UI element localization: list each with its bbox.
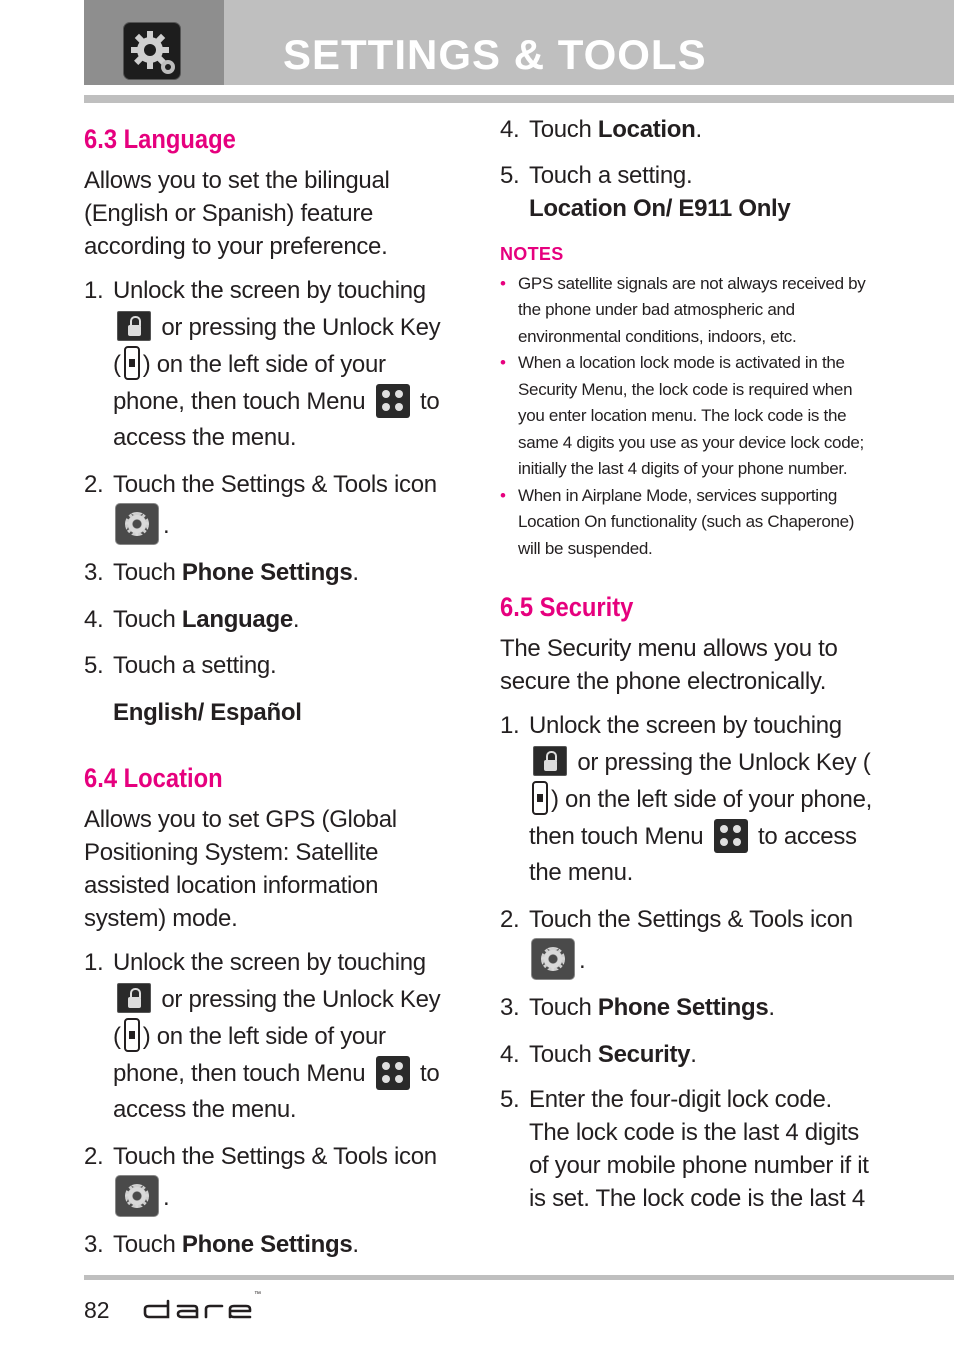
unlock-key-icon <box>532 781 548 815</box>
section-heading-language: 6.3 Language <box>84 124 236 154</box>
settings-tools-icon <box>115 1175 159 1217</box>
lock-icon <box>117 983 151 1013</box>
menu-icon <box>376 384 410 418</box>
list-item: 1. Unlock the screen by touching or pressing the Unlock Key ( ) on the left side of your phone, then touch Menu to access the menu. <box>84 277 441 451</box>
note-item: • GPS satellite signals are not always received by the phone under bad atmospheric and environmental conditions, indoors, etc. <box>500 271 872 351</box>
list-item: 3. Touch Phone Settings. <box>500 994 775 1021</box>
header-icon-box <box>84 0 224 85</box>
notes-list <box>500 271 872 563</box>
menu-icon <box>376 1056 410 1090</box>
location-steps <box>84 945 454 1264</box>
unlock-key-icon <box>124 346 140 380</box>
location-intro: Allows you to set GPS (Global Positioning System: Satellite assisted location information system) mode. <box>84 806 397 932</box>
list-item: 3. Touch Phone Settings. <box>84 1231 359 1258</box>
note-item: • When a location lock mode is activated in the Security Menu, the lock code is required when you enter location menu. The lock code is the same 4 digits you use as your device lock code; initially the last 4 digits of your phone number. <box>500 350 872 483</box>
list-item: 2. Touch the Settings & Tools icon . <box>84 467 454 546</box>
header-divider <box>84 95 954 103</box>
location-steps-continued <box>500 112 872 225</box>
menu-icon <box>714 819 748 853</box>
list-item: 1. Unlock the screen by touching or pressing the Unlock Key ( ) on the left side of your phone, then touch Menu to access the menu. <box>84 949 441 1123</box>
list-item: 1. Unlock the screen by touching or pressing the Unlock Key () on the left side of your phone, then touch Menu to access the menu. <box>500 712 872 886</box>
settings-tools-icon <box>531 938 575 980</box>
list-item: 4. Touch Security. <box>500 1040 697 1068</box>
language-steps <box>84 273 454 731</box>
list-item: 2. Touch the Settings & Tools icon . <box>84 1139 454 1218</box>
left-column <box>84 112 454 1264</box>
page-title: SETTINGS & TOOLS <box>283 31 707 78</box>
note-item: • When in Airplane Mode, services supporting Location On functionality (such as Chaperone) will be suspended. <box>500 483 872 563</box>
section-heading-security: 6.5 Security <box>500 592 634 622</box>
brand-logo <box>142 1291 262 1328</box>
settings-tools-icon <box>123 22 181 80</box>
list-item: 2. Touch the Settings & Tools icon . <box>500 902 872 981</box>
settings-tools-icon <box>115 503 159 545</box>
footer-divider <box>84 1275 954 1280</box>
section-heading-location: 6.4 Location <box>84 763 223 793</box>
lock-icon <box>533 746 567 776</box>
security-steps <box>500 708 872 1215</box>
language-intro: Allows you to set the bilingual (English or Spanish) feature according to your preference. <box>84 167 390 260</box>
list-item: 3. Touch Phone Settings. <box>84 559 359 586</box>
list-item: 4. Touch Location. <box>500 116 702 143</box>
trademark-symbol: ™ <box>254 1291 261 1298</box>
page-number: 82 <box>84 1297 110 1323</box>
list-item: 4. Touch Language. <box>84 605 300 633</box>
lock-icon <box>117 311 151 341</box>
security-intro: The Security menu allows you to secure the phone electronically. <box>500 635 838 695</box>
list-item: 5. Enter the four-digit lock code. The lock code is the last 4 digits of your mobile phone number if it is set. The lock code is the last 4 <box>500 1086 869 1212</box>
unlock-key-icon <box>124 1018 140 1052</box>
list-item: 5. Touch a setting. English/ Español <box>84 652 302 726</box>
list-item: 5. Touch a setting. Location On/ E911 Only <box>500 161 791 222</box>
notes-title: NOTES <box>500 243 564 264</box>
right-column <box>500 112 872 1215</box>
